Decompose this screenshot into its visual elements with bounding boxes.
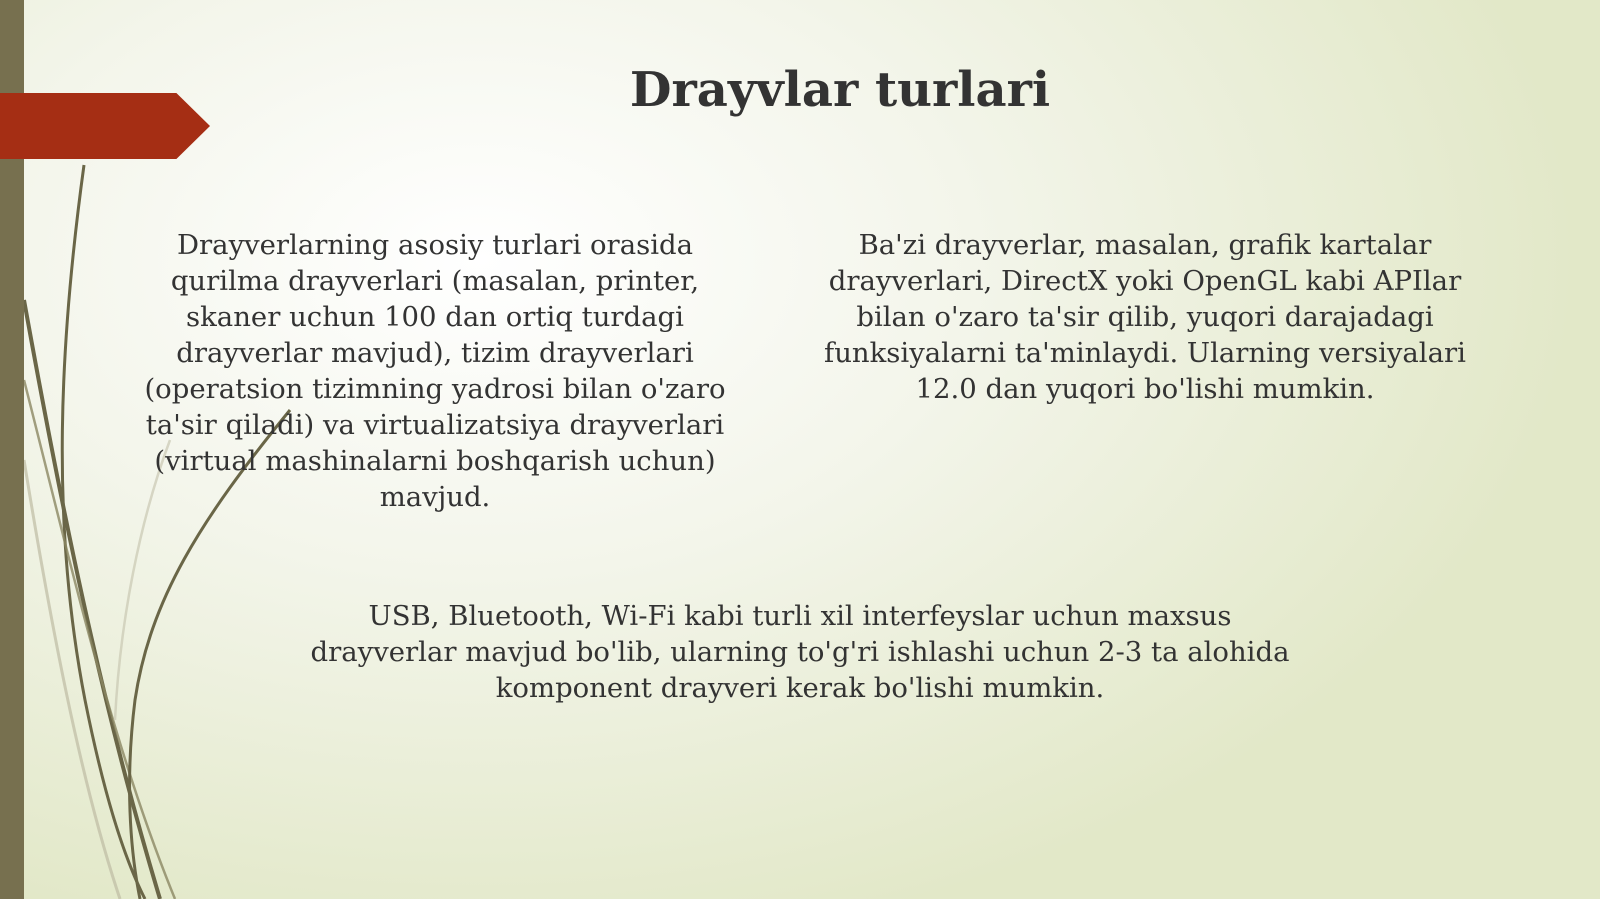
slide-title: Drayvlar turlari	[629, 62, 1051, 118]
text-block-left: Drayverlarning asosiy turlari orasida qurilma drayverlari (masalan, printer, skaner uchun 100 dan ortiq turdagi drayverlar mavjud), tizim drayverlari (operatsion tizimning yadrosi bilan o'zaro ta'sir qiladi) va virtualizatsiya drayverlari (virtual mashinalarni boshqarish uchun) mavjud.	[144, 229, 726, 513]
text-block-bottom: USB, Bluetooth, Wi-Fi kabi turli xil interfeyslar uchun maxsus drayverlar mavjud bo'lib, ularning to'g'ri ishlashi uchun 2-3 ta alohida komponent drayveri kerak bo'lishi mumkin.	[310, 600, 1290, 704]
text-block-right: Ba'zi drayverlar, masalan, grafik kartalar drayverlari, DirectX yoki OpenGL kabi APIlar bilan o'zaro ta'sir qilib, yuqori darajadagi funksiyalarni ta'minlaydi. Ularning versiyalari 12.0 dan yuqori bo'lishi mumkin.	[824, 229, 1466, 405]
title-accent-tag	[0, 93, 210, 159]
